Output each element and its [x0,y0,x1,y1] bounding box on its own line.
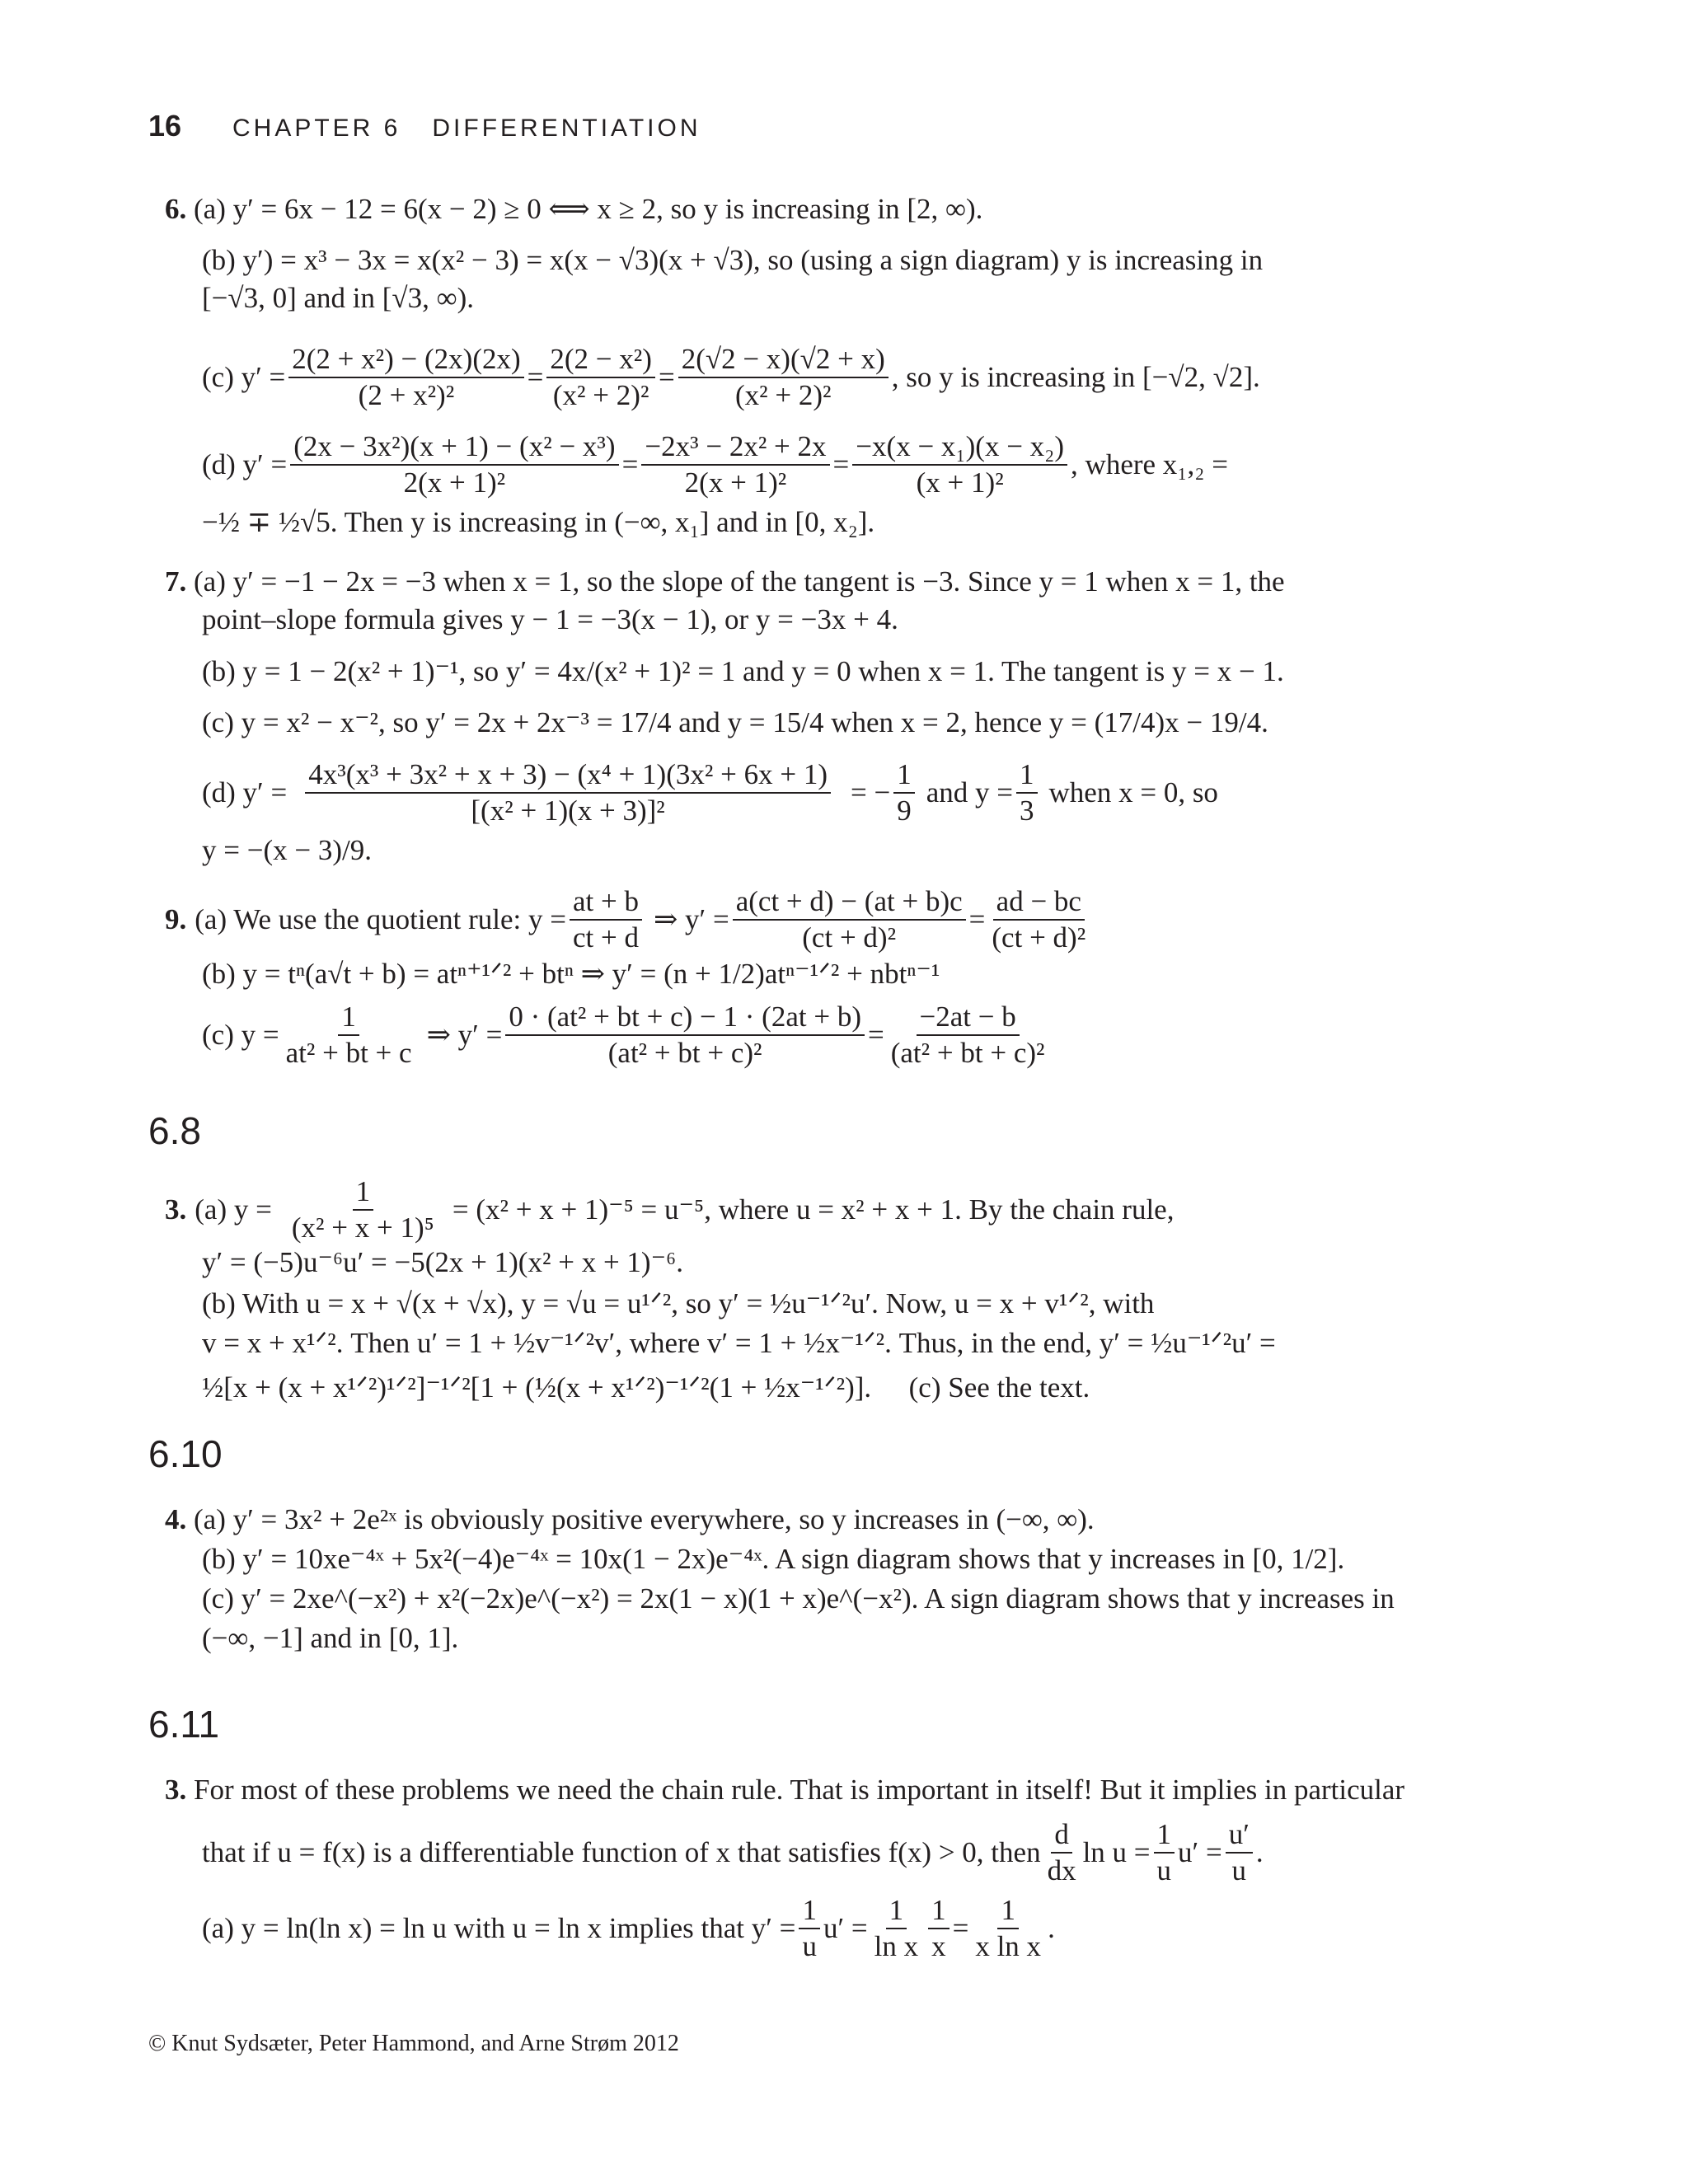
problem-7-d: (d) y′ = 4x³(x³ + 3x² + x + 3) − (x⁴ + 1)(3x² + 6x + 1) [(x² + 1)(x + 3)]² = − $\frac{1}{9}$ and y = $\frac{1}{3}$ when x = 0, so [202,758,1218,827]
problem-6-b-line1: (b) y′) = x³ − 3x = x(x² − 3) = x(x − √3)(x + √3), so (using a sign diagram) y is increasing in [202,244,1264,276]
problem-4-6-10-a: 4. (a) y′ = 3x² + 2e²ˣ is obviously positive everywhere, so y increases in (−∞, ∞). [165,1503,1095,1535]
problem-6-a: 6. (a) y′ = 6x − 12 = 6(x − 2) ≥ 0 ⟺ x ≥ 2, so y is increasing in [2, ∞). [165,193,983,225]
section-heading-6-10: 6.10 [148,1432,223,1475]
fraction: $\frac{\text{2(2 − x²)}}{\text{(x² + 2)²}}$ [546,342,655,413]
fraction: $\frac{a(ct + d) - (at + b)c}{\text{(ct + d)²}}$ [733,884,966,955]
fraction: $\frac{1}{\text{ln x}}$ [874,1894,919,1962]
problem-3-6-8-a: 3. (a) y = 1 (x² + x + 1)⁵ = (x² + x + 1)⁻⁵ = u⁻⁵, where u = x² + x + 1. By the chain rule, [165,1175,1175,1244]
fraction: $\frac{1}{\text{x ln x}}$ [975,1894,1042,1962]
fraction: $\frac{u'}{u}$ [1226,1817,1253,1888]
chapter-title: DIFFERENTIATION [432,115,701,142]
page-number: 16 [148,109,182,143]
fraction: $\frac{at + b}{ct + d}$ [570,884,642,955]
problem-6-b-line2: [−√3, 0] and in [√3, ∞). [202,282,474,314]
problem-9-a: 9. (a) We use the quotient rule: y = $\frac{at + b}{ct + d}$ ⇒ y′ = $\frac{a(ct + d) - (at + b)c}{\text{(ct + d)²}}$ = $\frac{ad - bc}{\text{(ct + d)²}}$ [165,879,1092,961]
problem-4-6-10-b: (b) y′ = 10xe⁻⁴ˣ + 5x²(−4)e⁻⁴ˣ = 10x(1 − 2x)e⁻⁴ˣ. A sign diagram shows that y increases in [0, 1/2]. [202,1543,1345,1575]
problem-7-b: (b) y = 1 − 2(x² + 1)⁻¹, so y′ = 4x/(x² + 1)² = 1 and y = 0 when x = 1. The tangent is y = x − 1. [202,655,1284,687]
problem-4-6-10-c-line2: (−∞, −1] and in [0, 1]. [202,1622,459,1654]
problem-9-b: (b) y = tⁿ(a√t + b) = atⁿ⁺¹ᐟ² + btⁿ ⇒ y′ = (n + 1/2)atⁿ⁻¹ᐟ² + nbtⁿ⁻¹ [202,958,940,990]
fraction: 4x³(x³ + 3x² + x + 3) − (x⁴ + 1)(3x² + 6x + 1) [(x² + 1)(x + 3)]² [305,757,831,828]
fraction: $\frac{1}{9}$ [893,757,915,828]
fraction: $\frac{\text{−2x³ − 2x² + 2x}}{\text{2(x + 1)²}}$ [641,429,829,500]
problem-3-6-8-b-line2: v = x + x¹ᐟ². Then u′ = 1 + ½v⁻¹ᐟ²v′, where v′ = 1 + ½x⁻¹ᐟ². Thus, in the end, y′ = ½u⁻¹ᐟ²u′ = [202,1327,1276,1359]
fraction: $\frac{ad - bc}{\text{(ct + d)²}}$ [992,885,1086,954]
fraction: $\frac{1}{3}$ [1016,757,1038,828]
problem-6-d-line2: −½ ∓ ½√5. Then y is increasing in (−∞, x₁] and in [0, x₂]. [202,506,875,538]
fraction: $\frac{2(√2 - x)(√2 + x)}{\text{(x² + 2)²}}$ [678,342,889,413]
running-header [148,109,701,145]
problem-4-6-10-c-line1: (c) y′ = 2xe^(−x²) + x²(−2x)e^(−x²) = 2x(1 − x)(1 + x)e^(−x²). A sign diagram shows that y increases in [202,1582,1395,1615]
fraction: $\frac{1}{x}$ [928,1893,950,1964]
problem-7-a-line2: point–slope formula gives y − 1 = −3(x − 1), or y = −3x + 4. [202,603,898,635]
fraction: d dx [1047,1818,1076,1886]
problem-3-6-11-line2: that if u = f(x) is a differentiable function of x that satisfies f(x) > 0, then d dx ln u = $\frac{1}{u}$ u′ = $\frac{u'}{u}$ . [202,1818,1264,1886]
problem-9-c: (c) y = $\frac{1}{\text{at² + bt + c}}$ ⇒ y′ = $\frac{\text{0 · (at² + bt + c) − 1 · (2at + b)}}{\text{(at² + bt + c)²}}$ = $\frac{-2at - b}{\text{(at² + bt + c)²}}$ [202,994,1052,1076]
problem-6-d: (d) y′ = $\frac{\text{(2x − 3x²)(x + 1) − (x² − x³)}}{\text{2(x + 1)²}}$ = $\frac{\text{−2x³ − 2x² + 2x}}{\text{2(x + 1)²}}$ = $\frac{\text{−x(x − x₁)(x − x₂)}}{\text{(x + 1)²}}$ , where x₁,₂ = [202,430,1228,499]
problem-7-c: (c) y = x² − x⁻², so y′ = 2x + 2x⁻³ = 17/4 and y = 15/4 when x = 2, hence y = (17/4)x − 19/4. [202,706,1268,738]
problem-3-6-11-a: (a) y = ln(ln x) = ln u with u = ln x implies that y′ = $\frac{1}{u}$ u′ = $\frac{1}{\text{ln x}}$ $\frac{1}{x}$ = $\frac{1}{\text{x ln x}}$ . [202,1894,1055,1962]
fraction: $\frac{1}{\text{at² + bt + c}}$ [285,1001,412,1069]
fraction: 1 (x² + x + 1)⁵ [291,1175,434,1244]
fraction: $\frac{-2at - b}{\text{(at² + bt + c)²}}$ [890,1001,1045,1069]
problem-6-c: (c) y′ = $\frac{\text{2(2 + x²) − (2x)(2x)}}{\text{(2 + x²)²}}$ = $\frac{\text{2(2 − x²)}}{\text{(x² + 2)²}}$ = $\frac{2(√2 - x)(√2 + x)}{\text{(x² + 2)²}}$ , so y is increasing in [−√2, √2]. [202,343,1260,411]
chapter-label: CHAPTER 6 [232,115,401,142]
problem-3-6-8-b-line3: ½[x + (x + x¹ᐟ²)¹ᐟ²]⁻¹ᐟ²[1 + (½(x + x¹ᐟ²)⁻¹ᐟ²(1 + ½x⁻¹ᐟ²)]. (c) See the text. [202,1371,1090,1404]
copyright-footer: © Knut Sydsæter, Peter Hammond, and Arne Strøm 2012 [148,2031,679,2056]
problem-7-d-line2: y = −(x − 3)/9. [202,834,373,866]
fraction: $\frac{\text{−x(x − x₁)(x − x₂)}}{\text{(x + 1)²}}$ [852,429,1067,500]
fraction: $\frac{\text{0 · (at² + bt + c) − 1 · (2at + b)}}{\text{(at² + bt + c)²}}$ [505,1000,865,1071]
problem-3-6-8-b-line1: (b) With u = x + √(x + √x), y = √u = u¹ᐟ², so y′ = ½u⁻¹ᐟ²u′. Now, u = x + v¹ᐟ², with [202,1287,1155,1319]
problem-3-6-8-a-line2: y′ = (−5)u⁻⁶u′ = −5(2x + 1)(x² + x + 1)⁻⁶. [202,1246,684,1278]
fraction: $\frac{\text{(2x − 3x²)(x + 1) − (x² − x³)}}{\text{2(x + 1)²}}$ [290,429,618,500]
problem-7-a-line1: 7. (a) y′ = −1 − 2x = −3 when x = 1, so the slope of the tangent is −3. Since y = 1 when x = 1, the [165,565,1285,598]
section-heading-6-8: 6.8 [148,1109,201,1152]
fraction: $\frac{1}{u}$ [799,1893,820,1964]
section-heading-6-11: 6.11 [148,1703,220,1746]
fraction: $\frac{\text{2(2 + x²) − (2x)(2x)}}{\text{(2 + x²)²}}$ [288,342,523,413]
fraction: $\frac{1}{u}$ [1154,1817,1175,1888]
problem-3-6-11-line1: 3. For most of these problems we need the chain rule. That is important in itself! But it implies in particular [165,1774,1405,1806]
